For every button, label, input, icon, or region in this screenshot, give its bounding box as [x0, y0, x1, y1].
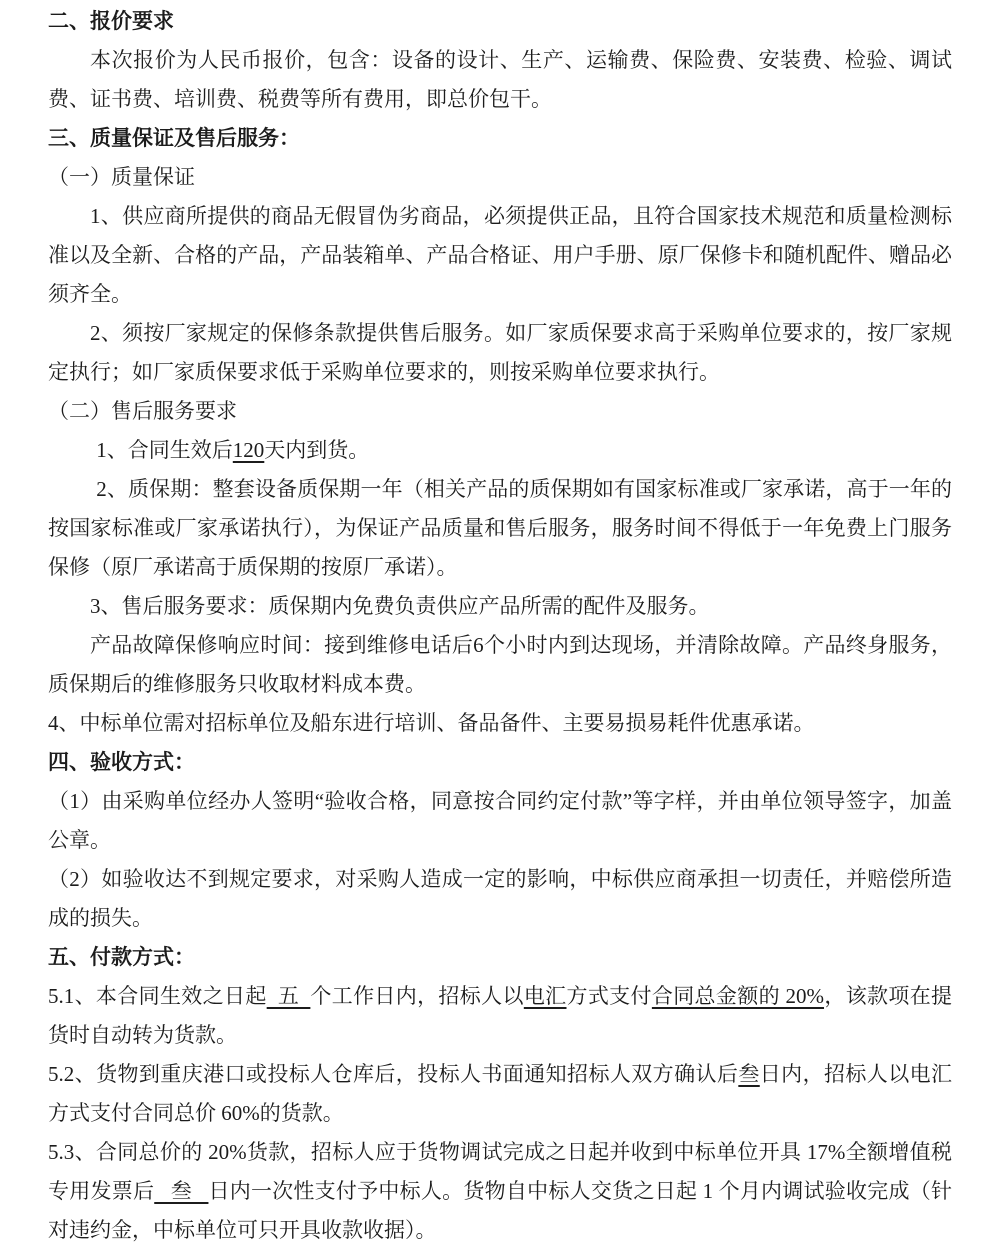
text-run: 5.3、合同总价的 20%货款，招标人应于货物调试完成之日起并收到中标单位开具 17%全额增值税专用发票后: [48, 1140, 952, 1203]
heading-section-2-quotation: 二、报价要求: [48, 10, 174, 33]
text-run: 1、合同生效后: [96, 438, 233, 462]
text-run: 天内到货。: [264, 438, 370, 462]
paragraph-after-sales-service: 3、售后服务要求：质保期内免费负责供应产品所需的配件及服务。: [90, 594, 710, 618]
paragraph-genuine-goods: 1、供应商所提供的商品无假冒伪劣商品，必须提供正品，且符合国家技术规范和质量检测标准以及全新、合格的产品，产品装箱单、产品合格证、用户手册、原厂保修卡和随机配件、赠品必须齐全。: [48, 204, 952, 306]
underlined-contract-amount-percent: 合同总金额的 20%: [651, 984, 825, 1008]
text-run: 5.1、本合同生效之日起: [48, 984, 267, 1008]
underlined-working-days: 五: [266, 984, 311, 1008]
paragraph-response-time: 产品故障保修响应时间：接到维修电话后6个小时内到达现场，并清除故障。产品终身服务，质保期后的维修服务只收取材料成本费。: [48, 633, 952, 696]
underlined-three-days: 叁: [738, 1062, 760, 1086]
paragraph-acceptance-1: （1）由采购单位经办人签明“验收合格，同意按合同约定付款”等字样，并由单位领导签字，加盖公章。: [48, 789, 952, 852]
heading-section-3-quality-service: 三、质量保证及售后服务：: [48, 127, 300, 150]
underlined-wire-transfer: 电汇: [523, 984, 567, 1008]
heading-section-5-payment: 五、付款方式：: [48, 946, 195, 969]
text-run: 5.2、货物到重庆港口或投标人仓库后，投标人书面通知招标人双方确认后: [48, 1062, 739, 1086]
underlined-delivery-days: 120: [232, 438, 265, 462]
paragraph-warranty-period: 2、质保期：整套设备质保期一年（相关产品的质保期如有国家标准或厂家承诺，高于一年的按国家标准或厂家承诺执行），为保证产品质量和售后服务，服务时间不得低于一年免费上门服务保修（原厂承诺高于质保期的按原厂承诺）。: [48, 477, 952, 579]
paragraph-payment-5-3: [48, 1133, 952, 1250]
subheading-after-sales-requirements: （二）售后服务要求: [48, 399, 237, 423]
paragraph-payment-5-2: [48, 1055, 952, 1133]
text-run: 日内，招标人以电汇方式支付合同总价 60%的货款。: [48, 1062, 953, 1125]
paragraph-quotation-scope: 本次报价为人民币报价，包含：设备的设计、生产、运输费、保险费、安装费、检验、调试费、证书费、培训费、税费等所有费用，即总价包干。: [48, 48, 952, 111]
paragraph-payment-5-1: [48, 977, 952, 1055]
text-run: 日内一次性支付予中标人。货物自中标人交货之日起 1 个月内调试验收完成（针对违约金，中标单位可只开具收款收据）。: [48, 1179, 953, 1242]
paragraph-delivery-time: [48, 431, 952, 470]
paragraph-training-commitment: 4、中标单位需对招标单位及船东进行培训、备品备件、主要易损易耗件优惠承诺。: [48, 711, 815, 735]
text-run: 方式支付: [566, 984, 652, 1008]
heading-section-4-acceptance: 四、验收方式：: [48, 751, 195, 774]
underlined-three-days-invoice: 叁: [154, 1179, 209, 1203]
subheading-quality-assurance: （一）质量保证: [48, 165, 195, 189]
paragraph-warranty-terms: 2、须按厂家规定的保修条款提供售后服务。如厂家质保要求高于采购单位要求的，按厂家规定执行；如厂家质保要求低于采购单位要求的，则按采购单位要求执行。: [48, 321, 952, 384]
paragraph-acceptance-2: （2）如验收达不到规定要求，对采购人造成一定的影响，中标供应商承担一切责任，并赔偿所造成的损失。: [48, 867, 952, 930]
text-run: ，该款项在提货时自动转为货款。: [48, 984, 953, 1047]
text-run: 个工作日内，招标人以: [310, 984, 524, 1008]
